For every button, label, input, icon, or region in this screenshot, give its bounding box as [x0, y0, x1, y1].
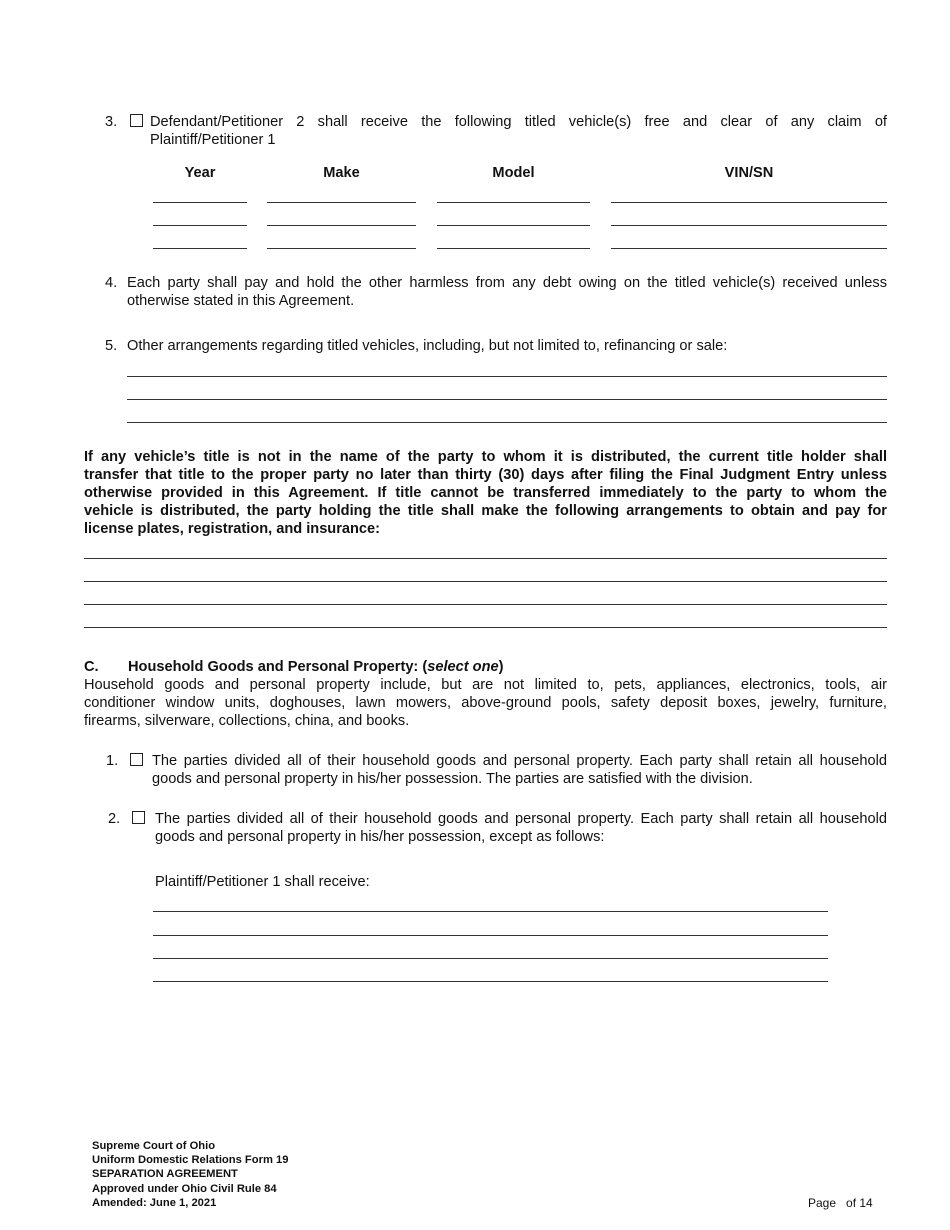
section-c-description-line-2: conditioner window units, doghouses, lawn mowers, above-ground pools, safety deposit boxes, jewelry, furniture,	[84, 695, 887, 711]
plaintiff-receive-line-2[interactable]	[153, 935, 828, 936]
title-paragraph-line-2: transfer that title to the proper party no later than thirty (30) days after filing the Final Judgment Entry unless	[84, 467, 887, 483]
footer-line-5: Amended: June 1, 2021	[92, 1197, 217, 1209]
plaintiff-receive-line-1[interactable]	[153, 911, 828, 912]
title-paragraph-line-4: vehicle is distributed, the party holding the title shall make the following arrangements to obtain and pay for	[84, 503, 887, 519]
item-4-text-line2: otherwise stated in this Agreement.	[127, 293, 355, 309]
column-header-year: Year	[184, 165, 216, 181]
vehicle-row-2-year-line[interactable]	[153, 225, 247, 226]
plaintiff-receive-line-4[interactable]	[153, 981, 828, 982]
title-paragraph-line-1: If any vehicle’s title is not in the name of the party to whom it is distributed, the current title holder shall	[84, 449, 887, 465]
vehicle-row-3-year-line[interactable]	[153, 248, 247, 249]
footer-line-3: SEPARATION AGREEMENT	[92, 1168, 238, 1180]
footer-line-4: Approved under Ohio Civil Rule 84	[92, 1183, 277, 1195]
item-5-number: 5.	[105, 338, 118, 354]
page-number	[808, 1196, 873, 1210]
item-3-text-line1: Defendant/Petitioner 2 shall receive the following titled vehicle(s) free and clear of any claim of	[150, 114, 887, 130]
option-1-text-line1: The parties divided all of their household goods and personal property. Each party shall retain all household	[152, 753, 887, 769]
vehicle-row-1-make-line[interactable]	[267, 202, 416, 203]
title-paragraph-line-3: otherwise provided in this Agreement. If title cannot be transferred immediately to the party to whom the	[84, 485, 887, 501]
plaintiff-receive-label: Plaintiff/Petitioner 1 shall receive:	[155, 874, 370, 890]
section-c-heading	[128, 658, 503, 676]
title-arrangement-line-1[interactable]	[84, 558, 887, 559]
item-4-number: 4.	[105, 275, 118, 291]
section-c-description-line-1: Household goods and personal property include, but are not limited to, pets, appliances, electronics, tools, air	[84, 677, 887, 693]
option-2-checkbox[interactable]	[132, 811, 145, 824]
title-arrangement-line-2[interactable]	[84, 581, 887, 582]
vehicle-row-2-model-line[interactable]	[437, 225, 590, 226]
vehicle-row-2-vin-line[interactable]	[611, 225, 887, 226]
vehicle-row-3-model-line[interactable]	[437, 248, 590, 249]
plaintiff-receive-line-3[interactable]	[153, 958, 828, 959]
title-arrangement-line-4[interactable]	[84, 627, 887, 628]
option-2-number: 2.	[108, 811, 121, 827]
section-c-letter: C.	[84, 659, 99, 675]
vehicle-row-3-vin-line[interactable]	[611, 248, 887, 249]
item-3-number: 3.	[105, 114, 118, 130]
vehicle-row-2-make-line[interactable]	[267, 225, 416, 226]
footer-line-1: Supreme Court of Ohio	[92, 1140, 216, 1152]
item-5-text: Other arrangements regarding titled vehicles, including, but not limited to, refinancing or sale:	[127, 338, 728, 354]
option-1-text-line2: goods and personal property in his/her possession. The parties are satisfied with the division.	[152, 771, 753, 787]
column-header-make: Make	[323, 165, 360, 181]
footer-line-2: Uniform Domestic Relations Form 19	[92, 1154, 289, 1166]
item-3-text-line2: Plaintiff/Petitioner 1	[150, 132, 276, 148]
column-header-model: Model	[492, 165, 535, 181]
vehicle-row-3-make-line[interactable]	[267, 248, 416, 249]
option-2-text-line1: The parties divided all of their household goods and personal property. Each party shall retain all household	[155, 811, 887, 827]
page-total: of 14	[846, 1196, 873, 1210]
section-c-heading-text: Household Goods and Personal Property: (	[128, 659, 428, 675]
column-header-vin: VIN/SN	[724, 165, 774, 181]
vehicle-row-1-vin-line[interactable]	[611, 202, 887, 203]
title-arrangement-line-3[interactable]	[84, 604, 887, 605]
vehicle-row-1-year-line[interactable]	[153, 202, 247, 203]
item-5-blank-line-3[interactable]	[127, 422, 887, 423]
option-2-text-line2: goods and personal property in his/her possession, except as follows:	[155, 829, 605, 845]
option-1-number: 1.	[106, 753, 119, 769]
page-label: Page	[808, 1196, 837, 1210]
item-3-checkbox[interactable]	[130, 114, 143, 127]
title-paragraph-line-5: license plates, registration, and insurance:	[84, 521, 381, 537]
vehicle-row-1-model-line[interactable]	[437, 202, 590, 203]
option-1-checkbox[interactable]	[130, 753, 143, 766]
item-5-blank-line-1[interactable]	[127, 376, 887, 377]
item-4-text-line1: Each party shall pay and hold the other harmless from any debt owing on the titled vehicle(s) received unless	[127, 275, 887, 291]
section-c-description-line-3: firearms, silverware, collections, china, and books.	[84, 713, 410, 729]
item-5-blank-line-2[interactable]	[127, 399, 887, 400]
section-c-heading-close: )	[498, 659, 504, 675]
section-c-heading-italic: select one	[427, 659, 499, 675]
